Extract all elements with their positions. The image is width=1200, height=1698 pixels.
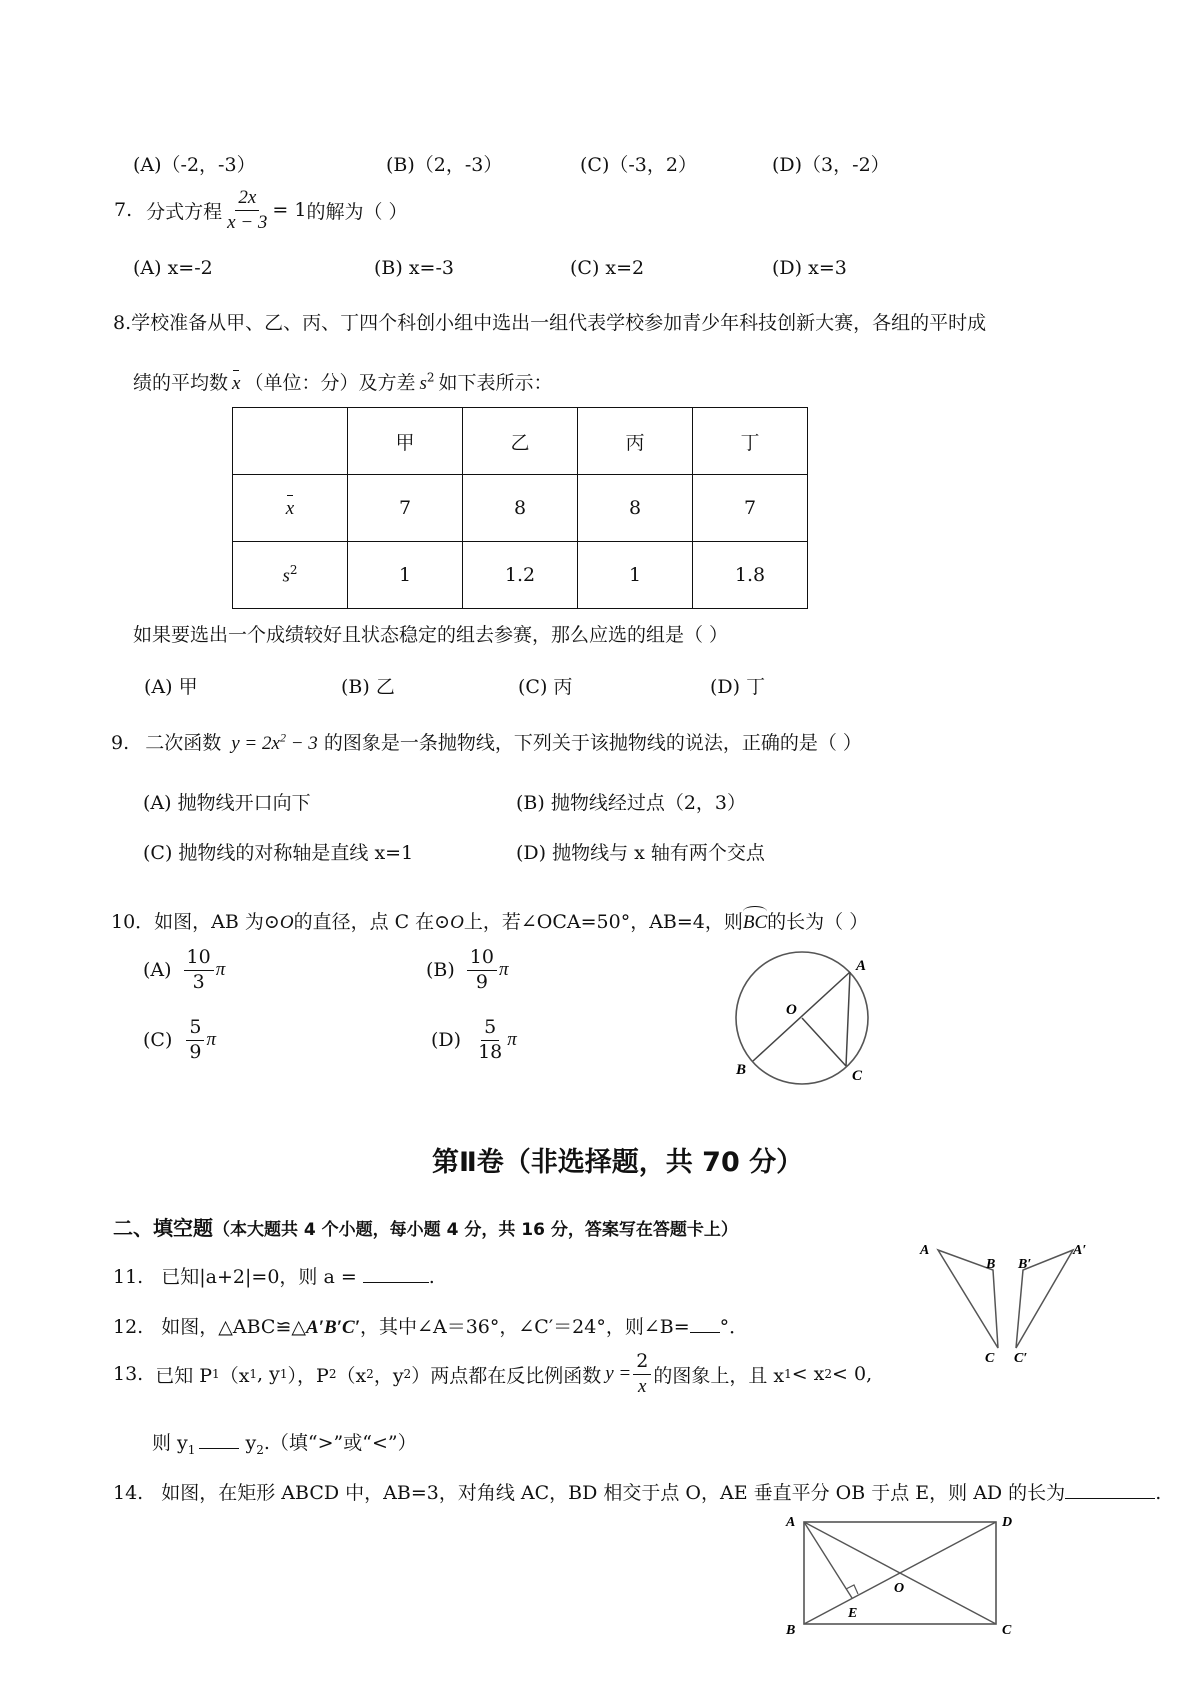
question-text: 已知 P: [155, 1364, 213, 1387]
part2-title: 第Ⅱ卷（非选择题，共 70 分）: [432, 1147, 804, 1178]
question-text: < x: [791, 1363, 825, 1386]
table-cell: 乙: [463, 408, 578, 475]
subscript: 1: [784, 1367, 792, 1382]
subscript: 2: [403, 1367, 412, 1382]
label-b: B: [736, 1062, 747, 1078]
fraction: [186, 1018, 204, 1063]
q6-option-c: (C)（-3，2）: [580, 154, 697, 176]
question-text: 的图象上，且 x: [653, 1364, 785, 1387]
fraction: [633, 1352, 651, 1397]
question-text: ，y: [373, 1364, 404, 1387]
question-text: 的图象是一条抛物线，下列关于该抛物线的说法，正确的是（ ）: [323, 732, 862, 754]
segment-ae: [804, 1522, 852, 1598]
fraction-numerator: 10: [467, 948, 497, 971]
triangle-name: A′B′C′: [305, 1317, 361, 1338]
table-row: [233, 475, 808, 542]
question-text: ），P: [287, 1364, 329, 1387]
q9-option-d: (D) 抛物线与 x 轴有两个交点: [516, 842, 765, 864]
table-cell: 1.8: [693, 542, 808, 609]
question-text: 的直径，点 C 在⊙: [293, 911, 451, 933]
rectangle-figure: [780, 1510, 1020, 1635]
question-text: .（填“>”或“<”）: [263, 1432, 417, 1454]
label-d: D: [1002, 1515, 1013, 1530]
mean-symbol: x: [232, 373, 241, 394]
fraction-denominator: 18: [478, 1040, 503, 1063]
question-text: 的长为（ ）: [767, 911, 869, 933]
q8-option-b: (B) 乙: [341, 676, 395, 698]
question-text: （x: [219, 1364, 250, 1387]
triangles-figure: [918, 1240, 1098, 1365]
fraction: [467, 948, 497, 993]
question-text: 分式方程: [146, 200, 223, 223]
label-a: A: [920, 1243, 930, 1258]
fraction-denominator: 9: [475, 970, 488, 993]
variance-symbol: s: [282, 565, 290, 587]
table-cell: 丙: [578, 408, 693, 475]
circle-figure: [728, 948, 878, 1088]
question-text: .: [1155, 1482, 1162, 1504]
equals: = 1: [272, 199, 307, 222]
label-c-prime: C′: [1014, 1351, 1028, 1365]
section-heading: [113, 1212, 738, 1241]
subscript: 2: [366, 1367, 374, 1382]
question-text: 如图，在矩形 ABCD 中，AB=3，对角线 AC，BD 相交于点 O，AE 垂直平分 OB 于点 E，则 AD 的长为: [161, 1482, 1066, 1504]
fraction-numerator: 2x: [235, 188, 259, 211]
option-label: (C): [143, 1029, 173, 1052]
option-label: (B): [426, 959, 455, 982]
answer-blank[interactable]: [199, 1448, 239, 1449]
q13-line2: [152, 1428, 417, 1457]
q7-option-a: (A) x=-2: [133, 257, 213, 279]
fraction: [475, 1018, 505, 1063]
table-cell: 7: [693, 475, 808, 542]
q9-option-b: (B) 抛物线经过点（2，3）: [516, 792, 747, 814]
q6-option-b: (B)（2，-3）: [386, 154, 503, 176]
table-cell: [233, 475, 348, 542]
question-text: 10．如图，AB 为⊙: [111, 911, 280, 933]
table-cell: 1: [578, 542, 693, 609]
fraction: [224, 188, 270, 233]
q7-option-b: (B) x=-3: [374, 257, 454, 279]
question-text: ，其中∠A＝36°，∠C′＝24°，则∠B=: [360, 1316, 690, 1338]
question-text: 则 y: [152, 1432, 188, 1454]
question-text: 的解为（ ）: [306, 200, 408, 223]
label-e: E: [848, 1606, 858, 1621]
table-cell: 7: [348, 475, 463, 542]
label-o: O: [786, 1002, 797, 1018]
table-cell: [233, 408, 348, 475]
question-number: 12.: [113, 1316, 144, 1338]
section-note: （本大题共 4 个小题，每小题 4 分，共 16 分，答案写在答题卡上）: [213, 1220, 738, 1240]
q10-option-c: [143, 1018, 216, 1063]
table-cell: [233, 542, 348, 609]
question-text: （x: [336, 1364, 367, 1387]
label-b: B: [786, 1623, 796, 1635]
fraction-denominator: 9: [189, 1040, 202, 1063]
question-text: < 0,: [832, 1363, 873, 1386]
label-b-prime: B′: [1018, 1257, 1032, 1272]
question-text: 二次函数: [145, 732, 222, 754]
option-label: (D): [431, 1029, 462, 1052]
q9-option-a: (A) 抛物线开口向下: [143, 792, 311, 814]
q8-option-c: (C) 丙: [518, 676, 573, 698]
pi-symbol: π: [498, 959, 509, 981]
formula: − 3: [285, 733, 318, 754]
formula: y = 2x: [231, 733, 280, 754]
question-7: [114, 188, 408, 233]
text: （单位：分）及方差: [244, 372, 416, 394]
question-number: 11.: [113, 1266, 144, 1288]
table-row: [233, 542, 808, 609]
fraction: [184, 948, 214, 993]
question-text: ）两点都在反比例函数: [411, 1364, 602, 1387]
option-label: (A): [143, 959, 172, 982]
label-c: C: [985, 1351, 995, 1365]
label-c: C: [852, 1068, 863, 1084]
table-row: [233, 408, 808, 475]
pi-symbol: π: [507, 1029, 517, 1051]
superscript: 2: [426, 370, 435, 385]
pi-symbol: π: [206, 1029, 216, 1051]
formula: y =: [605, 1363, 632, 1385]
question-text: 如图，△ABC≌△: [161, 1316, 306, 1338]
section-title: 二、填空题: [113, 1216, 213, 1240]
label-a: A: [786, 1515, 796, 1530]
pi-symbol: π: [215, 959, 226, 981]
label-c: C: [1002, 1623, 1012, 1635]
q8-question: 如果要选出一个成绩较好且状态稳定的组去参赛，那么应选的组是（ ）: [133, 624, 729, 646]
question-number: 7.: [114, 199, 133, 222]
table-cell: 8: [578, 475, 693, 542]
subscript: 2: [256, 1442, 264, 1457]
label-b: B: [986, 1257, 996, 1272]
answer-blank[interactable]: [690, 1332, 720, 1333]
q7-option-c: (C) x=2: [570, 257, 645, 279]
circle-center-symbol: O: [450, 912, 464, 933]
table-cell: 8: [463, 475, 578, 542]
label-a: A: [856, 958, 867, 974]
question-14: [113, 1478, 1161, 1505]
answer-blank[interactable]: [363, 1282, 429, 1283]
arc-symbol: BC: [742, 912, 768, 933]
q9-option-c: (C) 抛物线的对称轴是直线 x=1: [143, 842, 414, 864]
diameter-ab: [753, 972, 850, 1061]
question-9: [111, 728, 862, 755]
fraction-numerator: 10: [184, 948, 214, 971]
answer-blank[interactable]: [1065, 1498, 1155, 1499]
question-text: °．: [719, 1316, 749, 1338]
subscript: 1: [187, 1442, 196, 1457]
fraction-denominator: x − 3: [227, 211, 268, 233]
table-cell: 甲: [348, 408, 463, 475]
superscript: 2: [289, 562, 298, 577]
fraction-denominator: 3: [192, 970, 205, 993]
question-10: [111, 907, 868, 934]
radius-oc: [802, 1018, 846, 1066]
subscript: 1: [249, 1367, 258, 1382]
question-13: [113, 1352, 872, 1397]
q6-option-d: (D)（3，-2）: [772, 154, 890, 176]
label-o: O: [894, 1581, 905, 1596]
question-number: 14.: [113, 1482, 144, 1504]
q8-option-d: (D) 丁: [710, 676, 766, 698]
q8-line2: [133, 368, 553, 395]
table-cell: 1.2: [463, 542, 578, 609]
subscript: 2: [824, 1367, 833, 1382]
q8-option-a: (A) 甲: [144, 676, 198, 698]
q6-option-a: (A)（-2，-3）: [133, 154, 256, 176]
q10-option-b: [426, 948, 509, 993]
label-a-prime: A′: [1073, 1243, 1087, 1258]
text: 如下表所示：: [438, 372, 553, 394]
variance-symbol: s: [419, 373, 427, 394]
question-text: , y: [257, 1363, 280, 1386]
circle-center-symbol: O: [279, 912, 294, 933]
table-cell: 丁: [693, 408, 808, 475]
superscript: 2: [279, 730, 286, 745]
question-number: 13.: [113, 1363, 144, 1386]
question-text: 已知|a+2|=0，则 a =: [161, 1266, 363, 1288]
question-number: 9.: [111, 732, 130, 754]
fraction-numerator: 5: [481, 1018, 499, 1041]
question-text: .: [428, 1266, 435, 1288]
mean-symbol: x: [285, 497, 295, 519]
q10-option-d: [431, 1018, 517, 1063]
subscript: 2: [328, 1367, 337, 1382]
question-text: y: [239, 1432, 257, 1454]
q7-option-d: (D) x=3: [772, 257, 847, 279]
subscript: 1: [212, 1367, 220, 1382]
q8-line1: 8.学校准备从甲、乙、丙、丁四个科创小组中选出一组代表学校参加青少年科技创新大赛，各组的平时成: [113, 312, 987, 334]
fraction-numerator: 5: [186, 1018, 204, 1041]
fraction-numerator: 2: [633, 1352, 651, 1375]
scores-table: [232, 407, 808, 609]
q10-option-a: [143, 948, 225, 993]
fraction-denominator: x: [638, 1375, 647, 1397]
text: 绩的平均数: [133, 372, 229, 394]
table-cell: 1: [348, 542, 463, 609]
chord-ac: [846, 972, 850, 1066]
subscript: 1: [279, 1367, 288, 1382]
question-12: [113, 1312, 748, 1339]
question-11: [113, 1262, 435, 1289]
question-text: 上，若∠OCA=50°，AB=4，则: [463, 911, 743, 933]
